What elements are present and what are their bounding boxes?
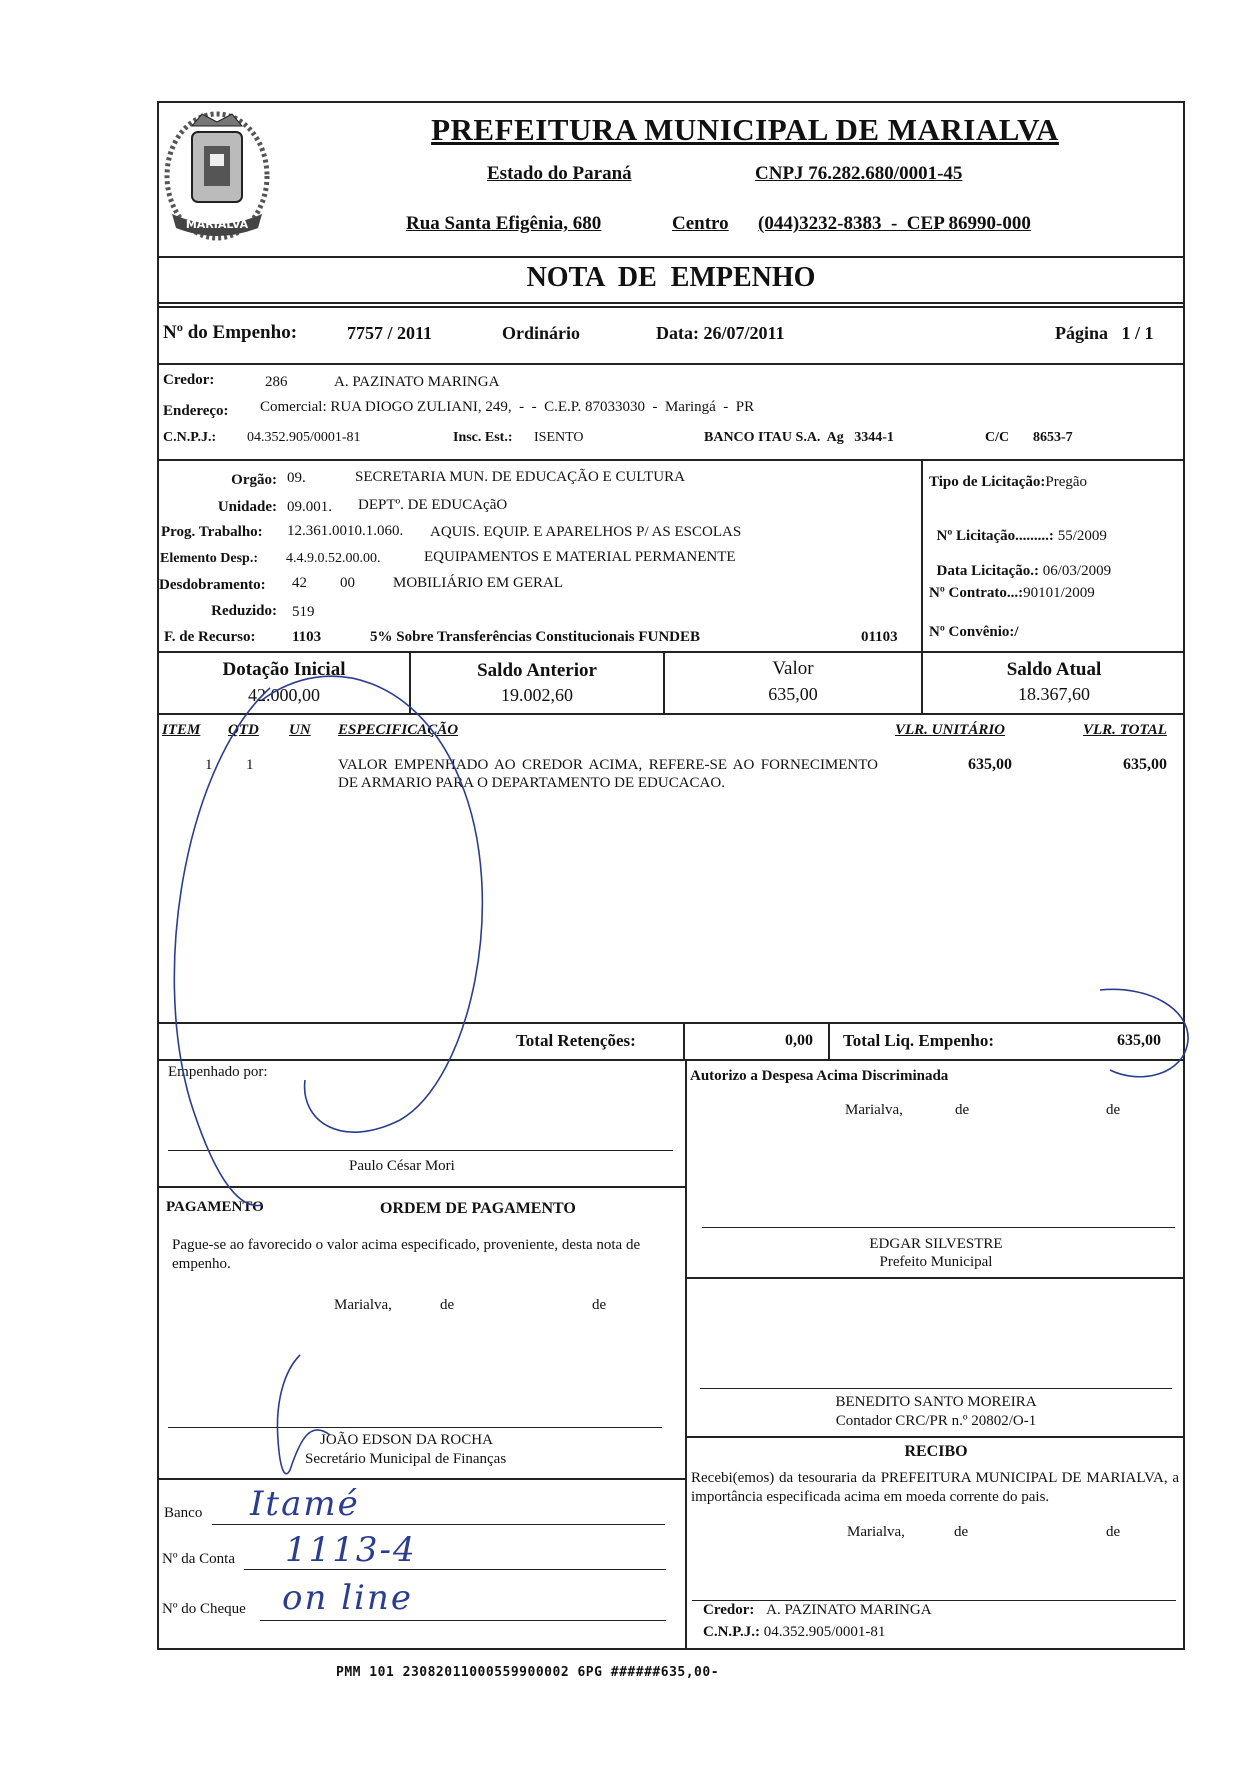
signature-line [692,1600,1176,1601]
recurso-label: F. de Recurso: [164,629,256,645]
divider [157,459,1185,461]
recibo-cnpj-label: C.N.P.J.: [703,1624,760,1640]
desdobramento-name: MOBILIÁRIO EM GERAL [393,575,563,591]
row-unit-value: 635,00 [968,756,1012,773]
recibo-credor-name: A. PAZINATO MARINGA [766,1602,932,1618]
reduzido-value: 519 [292,604,315,620]
recibo-cnpj-value: 04.352.905/0001-81 [763,1624,886,1640]
col-un: UN [289,722,311,738]
convenio-number: Nº Convênio:/ [929,624,1019,640]
elemento-label: Elemento Desp.: [160,551,258,566]
cc-label: C/C [985,430,1010,445]
recurso-number: 01103 [861,629,898,645]
licitacao-number-value: 55/2009 [1053,528,1107,544]
reduzido-label: Reduzido: [211,603,277,619]
col-item: ITEM [162,722,201,738]
licitacao-date [929,546,1111,580]
recibo-de2: de [1106,1524,1121,1540]
recibo-title: RECIBO [904,1443,968,1460]
autorizo-label: Autorizo a Despesa Acima Discriminada [690,1068,949,1084]
desdobramento-sub: 00 [340,575,355,591]
insc-value: ISENTO [534,430,584,445]
col-total-value: VLR. TOTAL [1083,722,1167,738]
divider [157,713,1185,715]
autorizo-de2: de [1106,1102,1121,1118]
prog-label: Prog. Trabalho: [161,524,263,540]
prog-code: 12.361.0010.1.060. [287,523,404,539]
empenho-type: Ordinário [502,323,581,343]
divider [685,1277,1185,1279]
cc-value: 8653-7 [1033,430,1073,445]
unidade-code: 09.001. [287,499,332,515]
cheque-handwritten: on line [282,1578,413,1618]
credor-address: Comercial: RUA DIOGO ZULIANI, 249, - - C.E.P. 87033030 - Maringá - PR [260,399,755,415]
saldo-anterior-value: 19.002,60 [501,685,573,705]
valor-value: 635,00 [768,684,818,704]
divider [685,1059,687,1650]
pagamento-de1: de [440,1297,455,1313]
desdobramento-code: 42 [292,575,307,591]
district: Centro [672,213,729,234]
banco-label: Banco [164,1505,203,1521]
empenho-number: 7757 / 2011 [347,323,433,343]
divider [157,1022,1185,1024]
licitacao-date-label: Data Licitação.: [936,563,1039,579]
divider [683,1022,685,1059]
cheque-line [260,1620,666,1621]
recibo-city: Marialva, [847,1524,905,1540]
document-title: NOTA DE EMPENHO [526,262,816,293]
saldo-atual-label: Saldo Atual [1006,659,1102,680]
prog-name: AQUIS. EQUIP. E APARELHOS P/ AS ESCOLAS [430,524,742,540]
elemento-name: EQUIPAMENTOS E MATERIAL PERMANENTE [424,549,736,565]
retencoes-label: Total Retenções: [516,1031,636,1050]
divider [157,1059,1185,1061]
credor-cnpj-label: C.N.P.J.: [163,430,217,445]
dotacao-label: Dotação Inicial [222,659,346,680]
divider [157,1186,685,1188]
row-qtd: 1 [246,757,254,773]
dotacao-value: 42.000,00 [248,685,320,705]
crest-banner-text: MARIALVA [185,218,249,231]
row-total-value: 635,00 [1123,756,1167,773]
pagamento-label: PAGAMENTO [166,1199,264,1215]
footer-control-code: PMM 101 23082011000559900002 6PG ######635,00- [336,1665,720,1680]
credor-code: 286 [265,374,288,390]
municipality-cnpj: CNPJ 76.282.680/0001-45 [755,163,963,184]
signature-line [168,1427,662,1428]
elemento-code: 4.4.9.0.52.00.00. [286,551,381,566]
autorizo-de1: de [955,1102,970,1118]
accountant-name: BENEDITO SANTO MOREIRA [835,1394,1037,1410]
accountant-role: Contador CRC/PR n.º 20802/O-1 [835,1413,1037,1429]
phone-cep: (044)3232-8383 - CEP 86990-000 [758,213,1031,234]
page-number: Página 1 / 1 [1055,323,1154,343]
recibo-credor-label: Credor: [703,1602,755,1618]
mayor-name: EDGAR SILVESTRE [869,1236,1003,1252]
divider [157,363,1185,365]
signature-line [168,1150,673,1151]
divider [157,1478,685,1480]
retencoes-value: 0,00 [785,1032,813,1049]
autorizo-city: Marialva, [845,1102,903,1118]
recurso-name: 5% Sobre Transferências Constitucionais FUNDEB [370,629,701,645]
ordem-pagamento-title: ORDEM DE PAGAMENTO [380,1200,576,1217]
insc-label: Insc. Est.: [453,430,513,445]
desdobramento-label: Desdobramento: [159,577,266,593]
banco-line [212,1524,665,1525]
liq-empenho-label: Total Liq. Empenho: [843,1031,994,1050]
orgao-name: SECRETARIA MUN. DE EDUCAÇÃO E CULTURA [355,469,685,485]
licitacao-type-label: Tipo de Licitação: [929,474,1046,490]
licitacao-date-value: 06/03/2009 [1038,563,1112,579]
street-address: Rua Santa Efigênia, 680 [406,213,602,234]
col-spec: ESPECIFICAÇÃO [338,722,459,738]
orgao-label: Orgão: [231,472,277,488]
credor-label: Credor: [163,372,215,388]
divider [157,302,1185,304]
licitacao-number [929,511,1107,545]
contrato-label: Nº Contrato...: [929,585,1024,601]
pagamento-text: Pague-se ao favorecido o valor acima especificado, proveniente, desta nota de empenho. [172,1237,641,1272]
empenho-date: Data: 26/07/2011 [656,323,785,343]
orgao-code: 09. [287,470,306,486]
mayor-role: Prefeito Municipal [879,1254,993,1270]
signature-line [702,1227,1175,1228]
pagamento-city: Marialva, [334,1297,392,1313]
secretary-name: JOÃO EDSON DA ROCHA [320,1432,493,1448]
address-label: Endereço: [163,403,229,419]
state-name: Estado do Paraná [487,163,632,184]
unidade-label: Unidade: [217,499,277,515]
divider [157,651,1185,653]
divider [157,306,1185,308]
recurso-code: 1103 [292,629,322,645]
credor-name: A. PAZINATO MARINGA [334,374,500,390]
saldo-anterior-label: Saldo Anterior [477,660,597,681]
licitacao-number-label: Nº Licitação.........: [936,528,1054,544]
col-unit-value: VLR. UNITÁRIO [895,722,1006,738]
row-item: 1 [205,757,213,773]
bank-agency: BANCO ITAU S.A. Ag 3344-1 [704,430,894,445]
cheque-label: Nº do Cheque [162,1601,246,1617]
divider [828,1022,830,1059]
conta-handwritten: 1113-4 [285,1530,417,1570]
empenhado-label: Empenhado por: [168,1064,268,1080]
secretary-role: Secretário Municipal de Finanças [305,1451,507,1467]
banco-handwritten: Itamé [250,1484,360,1524]
recibo-text: Recebi(emos) da tesouraria da PREFEITURA MUNICIPAL DE MARIALVA, a importância especificada acima em moeda corrente do pais. [691,1470,1179,1505]
signature-line [700,1388,1172,1389]
col-qtd: QTD [228,722,259,738]
empenho-number-label: Nº do Empenho: [163,322,298,343]
saldo-atual-value: 18.367,60 [1018,684,1090,704]
conta-label: Nº da Conta [162,1551,235,1567]
recibo-de1: de [954,1524,969,1540]
divider [921,459,923,651]
pagamento-de2: de [592,1297,607,1313]
empenhado-name: Paulo César Mori [349,1158,455,1174]
row-spec: VALOR EMPENHADO AO CREDOR ACIMA, REFERE-SE AO FORNECIMENTO DE ARMARIO PARA O DEPARTAMENTO DE EDUCACAO. [338,757,878,791]
liq-empenho-value: 635,00 [1117,1032,1161,1049]
unidade-name: DEPTº. DE EDUCAçãO [358,497,508,513]
divider [685,1436,1185,1438]
valor-label: Valor [772,658,814,679]
credor-cnpj: 04.352.905/0001-81 [247,430,361,445]
contrato-value: 90101/2009 [1023,585,1095,601]
municipality-title: PREFEITURA MUNICIPAL DE MARIALVA [431,112,1059,147]
licitacao-type-value: Pregão [1045,474,1088,490]
contrato-number [929,585,1095,602]
licitacao-type [929,474,1087,491]
divider [157,256,1185,258]
recibo-credor [703,1602,932,1619]
municipal-crest [162,104,272,250]
recibo-cnpj [703,1624,885,1641]
